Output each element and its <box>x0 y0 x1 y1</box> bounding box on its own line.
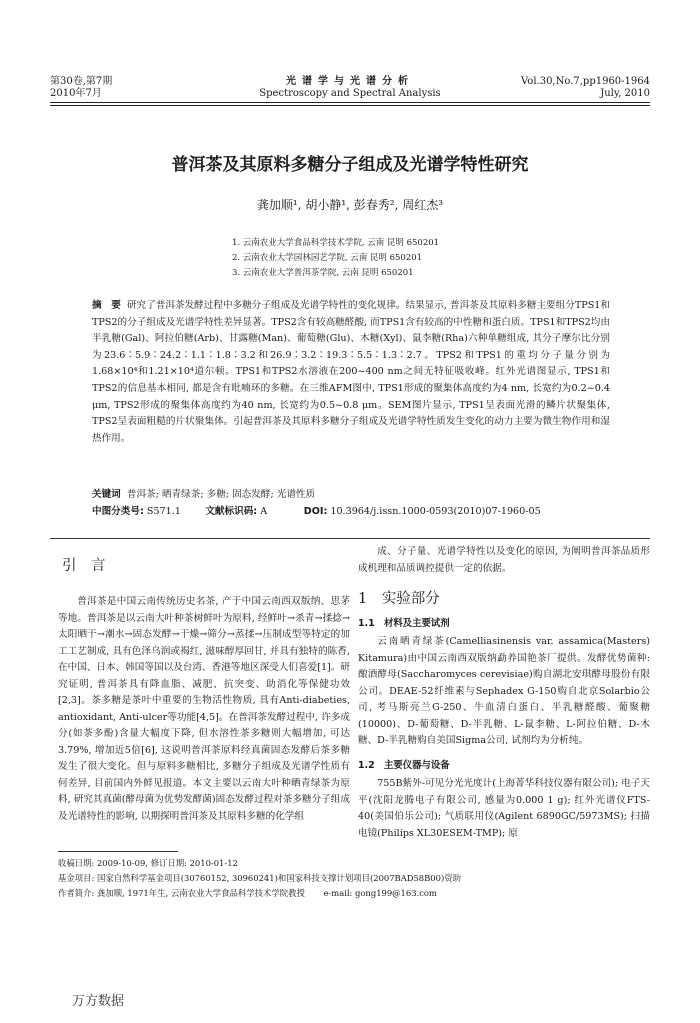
doi-value[interactable]: 10.3964/j.issn.1000-0593(2010)07-1960-05 <box>330 505 541 517</box>
header-date: July, 2010 <box>600 88 650 99</box>
intro-paragraph: 普洱茶是中国云南传统历史名茶, 产于中国云南西双版纳、思茅等地。普洱茶是以云南大叶种茶树鲜叶为原料, 经鲜叶→杀青→揉捻→太阳晒干→潮水→固态发酵→干燥→筛分→蒸揉→压制成型等特定的加工工艺制成, 具有色泽乌润或褐红, 滋味醇厚回甘, 并具有独特的陈香, 在中国、日本、韩国等国以及台湾、香港等地区深受人们喜爱[1]。研究证明, 普洱茶具有降血脂、减肥、抗突变、助消化等保健功效[2,3]。茶多糖是茶叶中重要的生物活性物质, 具有Anti-diabeties, antioxidant, Anti-ulcer等功能[4,5]。在普洱茶发酵过程中, 许多成分(如茶多酚)含量大幅度下降, 但水溶性茶多糖则大幅增加, 可达3.79%, 增加近5倍[6], 这说明普洱茶原料经真菌固态发酵后茶多糖发生了很大变化。但与原料多糖相比, 多糖分子组成及光谱学性质有何差异, 目前国内外鲜见报道。本文主要以云南大叶种晒青绿茶为原料, 研究其真菌(酵母菌为优势发酵菌)固态发酵过程对茶多糖分子组成及光谱特性的影响, 以期探明普洱茶及其原料多糖的化学组 <box>58 596 350 822</box>
header-vol-pages: Vol.30,No.7,pp1960-1964 <box>521 76 650 87</box>
footnotes <box>58 856 658 901</box>
doc-code-label: 文献标识码: <box>205 505 258 517</box>
abstract <box>92 298 610 447</box>
fund-info: 基金项目: 国家自然科学基金项目(30760152, 30960241)和国家科技支撑计划项目(2007BAD58B00)资助 <box>58 873 461 883</box>
watermark: 万方数据 <box>72 994 125 1009</box>
classification-row <box>92 504 610 521</box>
keywords-row <box>92 487 610 504</box>
header-rule-thin <box>50 105 650 106</box>
author-bio <box>58 886 658 901</box>
keywords-block <box>92 487 610 520</box>
affiliations <box>232 236 439 281</box>
author-list: 龚加顺¹, 胡小静¹, 彭春秀², 周红杰³ <box>256 198 444 212</box>
header-volume-issue: 第30卷,第7期 <box>50 76 113 87</box>
subsection-1-2-heading: 1.2 主要仪器与设备 <box>358 759 450 771</box>
received-date: 收稿日期: 2009-10-09, 修订日期: 2010-01-12 <box>58 858 238 868</box>
header-year-month: 2010年7月 <box>50 88 102 99</box>
abstract-label: 摘 要 <box>92 300 121 311</box>
footnote-rule <box>58 851 178 852</box>
right-column <box>358 544 650 842</box>
keywords-text: 普洱茶; 晒青绿茶; 多糖; 固态发酵; 光谱性质 <box>126 489 316 500</box>
clc-label: 中图分类号: <box>92 505 144 517</box>
section-1-heading: 1 实验部分 <box>358 591 440 607</box>
journal-name-zh: 光谱学与光谱分析 <box>286 76 414 87</box>
intro-continuation: 成、分子量、光谱学特性以及变化的原因, 为阐明普洱茶品质形成机理和品质调控提供一定的依据。 <box>358 546 650 574</box>
header-rule-thick <box>50 102 650 103</box>
instruments-paragraph: 755B紫外-可见分光光度计(上海菁华科技仪器有限公司); 电子天平(沈阳龙腾电子有限公司, 感量为0.000 1 g); 红外光谱仪FTS-40(美国伯乐公司); 气质联用仪(Agilent 6890GC/5973MS); 扫描电镜(Philips XL30ESEM-TMP); 原 <box>358 778 650 839</box>
doc-code-value: A <box>260 505 268 517</box>
clc-value: S571.1 <box>146 505 181 517</box>
affiliation-3: 3. 云南农业大学普洱茶学院, 云南 昆明 650201 <box>232 268 414 278</box>
affiliation-2: 2. 云南农业大学园林园艺学院, 云南 昆明 650201 <box>232 253 423 263</box>
keywords-label: 关键词 <box>92 489 121 500</box>
affiliation-1: 1. 云南农业大学食品科学技术学院, 云南 昆明 650201 <box>232 238 440 248</box>
materials-paragraph: 云南晒青绿茶(Camelliasinensis var. assamica(Masters) Kitamura)由中国云南西双版纳勐养国艳茶厂提供。发酵优势菌种: 酿酒酵母(Saccharomyces cerevisiae)购自湖北安琪酵母股份有限公司。DEAE-52纤维素与Sephadex G-150购自北京Solarbio公司, 考马斯亮兰G-250、牛血清白蛋白、半乳糖醛酸、葡聚糖(10000)、D-葡萄糖、D-半乳糖、L-鼠李糖、L-阿拉伯糖、D-木糖、D-半乳糖购自美国Sigma公司, 试剂均为分析纯。 <box>358 636 650 746</box>
left-column <box>58 594 350 825</box>
abstract-text: 研究了普洱茶发酵过程中多糖分子组成及光谱学特性的变化规律。结果显示, 普洱茶及其原料多糖主要组分TPS1和TPS2的分子组成及光谱学特性差异显著。TPS2含有较高糖醛酸, 而TPS1含有较高的中性糖和蛋白质。TPS1和TPS2均由半乳糖(Gal)、阿拉伯糖(Arb)、甘露糖(Man)、葡萄糖(Glu)、木糖(Xyl)、鼠李糖(Rha)六种单糖组成, 其分子摩尔比分别为23.6∶5.9∶24.2∶1.1∶1.8∶3.2和26.9∶3.2∶19.3∶5.5∶1.3∶2.7。TPS2和TPS1的重均分子量分别为1.68×10⁴和1.21×10⁴道尔顿。TPS1和TPS2水溶液在200~400 nm之间无特征吸收峰。红外光谱图显示, TPS1和TPS2的信息基本相同, 都是含有吡喃环的多糖。在三维AFM图中, TPS1形成的聚集体高度约为4 nm, 长宽约为0.2~0.4 μm, TPS2形成的聚集体高度约为40 nm, 长宽约为0.5~0.8 μm。SEM图片显示, TPS1呈表面光滑的鳞片状聚集体, TPS2呈表面粗糙的片状聚集体。引起普洱茶及其原料多糖分子组成及光谱学特性质发生变化的动力主要为微生物作用和湿热作用。 <box>92 300 610 444</box>
intro-heading: 引 言 <box>62 558 106 574</box>
header-citation <box>521 76 650 100</box>
journal-name-en: Spectroscopy and Spectral Analysis <box>259 88 441 99</box>
subsection-1-1-heading: 1.1 材料及主要试剂 <box>358 617 450 629</box>
doi-label: DOI: <box>303 505 328 517</box>
article-title: 普洱茶及其原料多糖分子组成及光谱学特性研究 <box>171 155 529 175</box>
running-header <box>50 76 650 100</box>
section-divider <box>50 538 650 539</box>
author-bio-text: 作者简介: 龚加顺, 1971年生, 云南农业大学食品科学技术学院教授 <box>58 888 305 898</box>
author-email[interactable]: e-mail: gong199@163.com <box>323 888 437 898</box>
